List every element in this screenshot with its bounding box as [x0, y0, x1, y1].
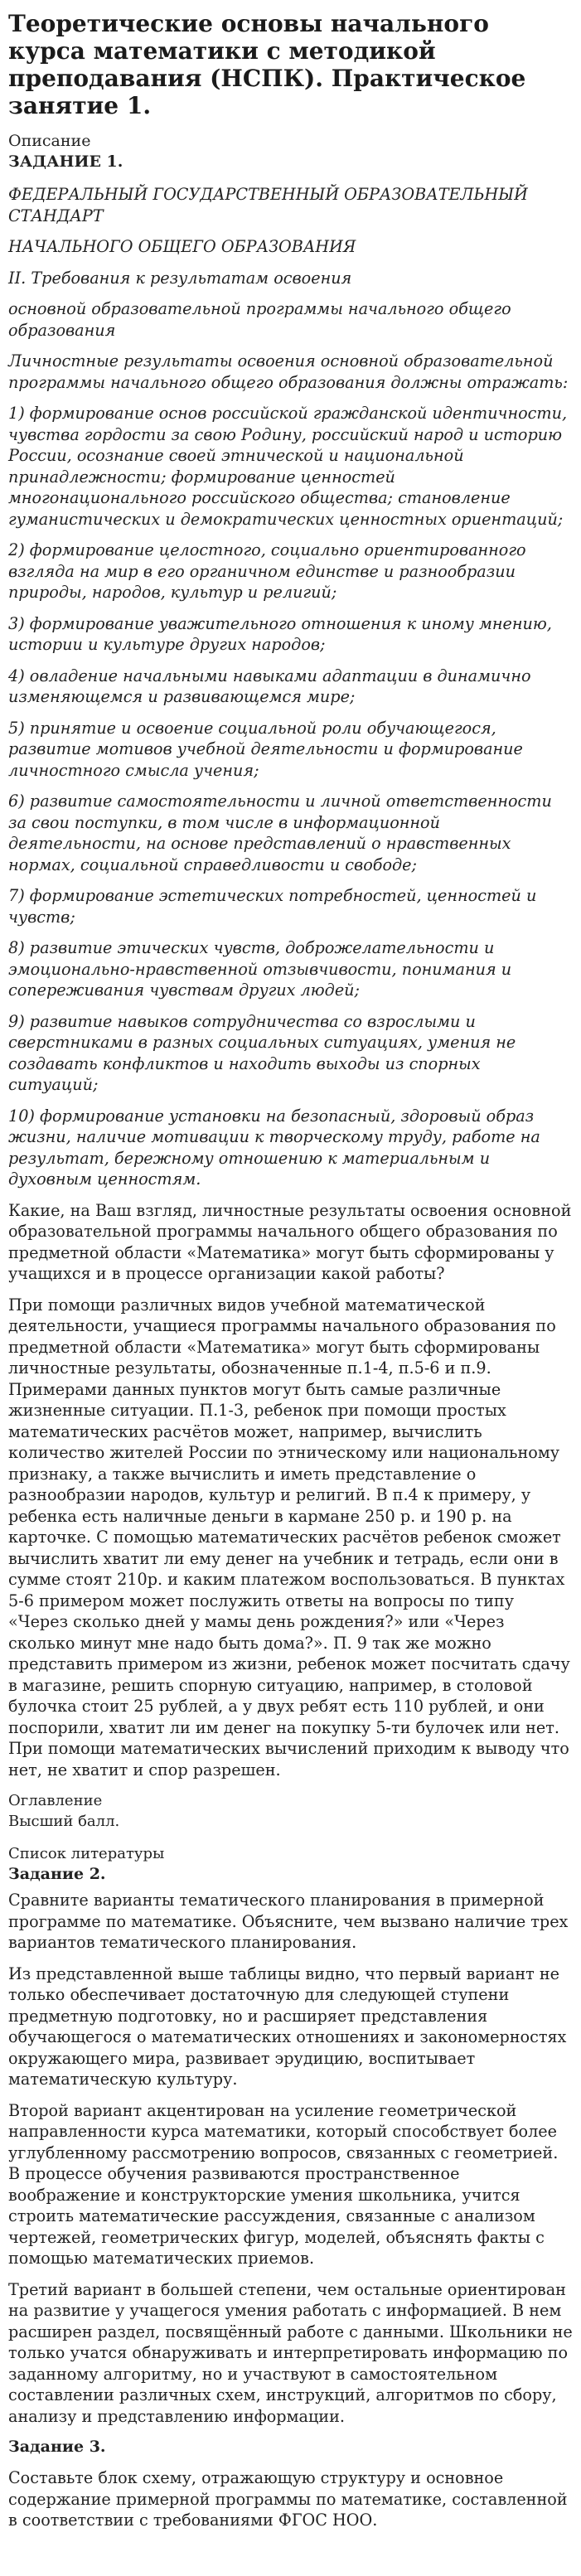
grade-text: Высший балл. — [8, 1813, 120, 1830]
standard-title-line1: ФЕДЕРАЛЬНЫЙ ГОСУДАРСТВЕННЫЙ ОБРАЗОВАТЕЛЬНЫЙ СТАНДАРТ — [8, 185, 528, 225]
task1-italic-block — [8, 184, 573, 1190]
requirements-subheading: основной образовательной программы начального общего образования — [8, 299, 511, 340]
description-label: Описание — [8, 132, 91, 150]
result-item-8: 8) развитие этических чувств, доброжелательности и эмоционально-нравственной отзывчивости, понимания и сопереживания чувствам других людей; — [8, 938, 512, 1000]
result-item-3: 3) формирование уважительного отношения к иному мнению, истории и культуре других народов; — [8, 613, 552, 654]
task2-heading: Задание 2. — [8, 1865, 106, 1883]
result-item-4: 4) овладение начальными навыками адаптации в динамично изменяющемся и развивающемся мире; — [8, 666, 531, 706]
task3-paragraph: Составьте блок схему, отражающую структуру и основное содержание примерной программы по математике, составленной в соответствии с требованиями ФГОС НОО. — [8, 2468, 568, 2530]
result-item-7: 7) формирование эстетических потребностей, ценностей и чувств; — [8, 886, 537, 927]
references-label: Список литературы — [8, 1845, 165, 1862]
task1-question: Какие, на Ваш взгляд, личностные результаты освоения основной образовательной программы начального общего образования по предметной области «Математика» могут быть сформированы у учащихся и в процессе организации какой работы? — [8, 1200, 572, 1283]
results-intro: Личностные результаты освоения основной образовательной программы начального общего образования должны отражать: — [8, 351, 569, 392]
result-item-5: 5) принятие и освоение социальной роли обучающегося, развитие мотивов учебной деятельности и формирование личностного смысла учения; — [8, 718, 523, 780]
task2-paragraph: Сравните варианты тематического планирования в примерной программе по математике. Объясните, чем вызвано наличие трех вариантов тематического планирования. — [8, 1891, 569, 1952]
task2-paragraph: Третий вариант в большей степени, чем остальные ориентирован на развитие у учащегося умения работать с информацией. В нем расширен раздел, посвящённый работе с данными. Школьники не только учатся обнаруживать и интерпретировать информацию по заданному алгоритму, но и участвуют в самостоятельном составлении различных схем, инструкций, алгоритмов по сбору, анализу и представлению информации. — [8, 2279, 573, 2426]
task2-paragraph: Второй вариант акцентирован на усиление геометрической направленности курса математики, который способствует более углубленному рассмотрению вопросов, связанных с геометрией. В процессе обучения развиваются пространственное воображение и конструкторские умения школьника, учится строить математические рассуждения, связанные с анализом чертежей, геометрических фигур, моделей, объяснять факты с помощью математических приемов. — [8, 2100, 559, 2268]
toc-label: Оглавление — [8, 1792, 103, 1809]
page-title: Теоретические основы начального курса математики с методикой преподавания (НСПК). Практическое занятие 1. — [8, 10, 526, 119]
result-item-6: 6) развитие самостоятельности и личной ответственности за свои поступки, в том числе в информационной деятельности, на основе представлений о нравственных нормах, социальной справедливости и свободе; — [8, 792, 552, 874]
result-item-10: 10) формирование установки на безопасный, здоровый образ жизни, наличие мотивации к творческому труду, работе на результат, бережному отношению к материальным и духовным ценностям. — [8, 1106, 540, 1189]
requirements-heading: II. Требования к результатам освоения — [8, 268, 352, 288]
result-item-9: 9) развитие навыков сотрудничества со взрослыми и сверстниками в разных социальных ситуациях, умения не создавать конфликтов и находить выходы из спорных ситуаций; — [8, 1011, 516, 1094]
task1-answer: При помощи различных видов учебной математической деятельности, учащиеся программы начального образования по предметной области «Математика» могут быть сформированы личностные результаты, обозначенные п.1-4, п.5-6 и п.9. Примерами данных пунктов могут быть самые различные жизненные ситуации. П.1-3, ребенок при помощи простых математических расчётов может, например, вычислить количество жителей России по этническому или национальному признаку, а также вычислить и иметь представление о разнообразии народов, культур и религий. В п.4 к примеру, у ребенка есть наличные деньги в кармане 250 р. и 190 р. на карточке. С помощью математических расчётов ребенок сможет вычислить хватит ли ему денег на учебник и тетрадь, если они в сумме стоят 210р. и каким платежом воспользоваться. В пунктах 5-6 примером может послужить ответы на вопросы по типу «Через сколько дней у мамы день рождения?» или «Через сколько минут мне надо быть дома?». П. 9 так же можно представить примером из жизни, ребенок может посчитать сдачу в магазине, решить спорную ситуацию, например, в столовой булочка стоит 25 рублей, а у двух ребят есть 110 рублей, и они поспорили, хватит ли им денег на покупку 5-ти булочек или нет. При помощи математических вычислений приходим к выводу что нет, не хватит и спор разрешен. — [8, 1295, 570, 1779]
standard-title-line2: НАЧАЛЬНОГО ОБЩЕГО ОБРАЗОВАНИЯ — [8, 237, 356, 256]
result-item-2: 2) формирование целостного, социально ориентированного взгляда на мир в его органичном единстве и разнообразии природы, народов, культур и религий; — [8, 540, 526, 602]
result-item-1: 1) формирование основ российской гражданской идентичности, чувства гордости за свою Родину, российский народ и историю России, осознание своей этнической и национальной принадлежности; формирование ценностей многонационального российского общества; становление гуманистических и демократических ценностных ориентаций; — [8, 404, 568, 529]
task3-heading: Задание 3. — [8, 2438, 106, 2456]
task2-paragraph: Из представленной выше таблицы видно, что первый вариант не только обеспечивает достаточную для следующей ступени предметную подготовку, но и расширяет представления обучающегося о математических отношениях и закономерностях окружающего мира, развивает эрудицию, воспитывает математическую культуру. — [8, 1963, 567, 2089]
task1-heading: ЗАДАНИЕ 1. — [8, 153, 123, 171]
